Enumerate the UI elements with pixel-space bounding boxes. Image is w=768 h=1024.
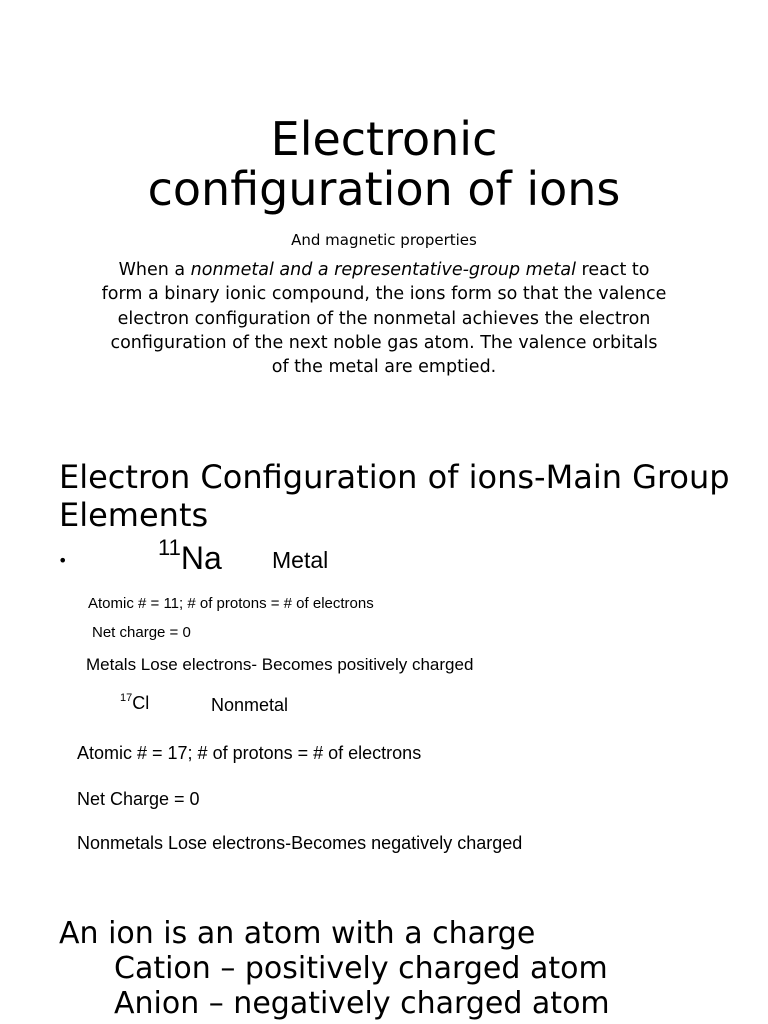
sodium-element-symbol: Na — [180, 540, 222, 576]
chlorine-mass-number: 17 — [120, 692, 133, 704]
sodium-kind: Metal — [272, 547, 329, 573]
chlorine-kind: Nonmetal — [211, 695, 289, 715]
sodium-note: Metals Lose electrons- Becomes positively charged — [86, 655, 474, 674]
section-heading: Electron Configuration of ions-Main Group Elements — [59, 458, 730, 534]
title-line-2: configuration of ions — [147, 162, 621, 216]
chlorine-atomic-info: Atomic # = 17; # of protons = # of electrons — [77, 743, 422, 763]
ion-definition-anion: Anion – negatively charged atom — [114, 986, 610, 1021]
intro-text-2: react to form a binary ionic compound, the ions form so that the valence electron configuration of the nonmetal achieves the electron configuration of the next noble gas atom. The valence orbitals of the metal are emptied. — [101, 260, 667, 378]
page-title — [0, 114, 768, 214]
sodium-mass-number: 11 — [158, 535, 181, 560]
ion-definition-cation: Cation – positively charged atom — [114, 951, 608, 986]
sodium-symbol — [158, 535, 222, 577]
intro-italic: nonmetal and a representative-group metal — [190, 260, 576, 280]
bullet-marker: • — [58, 551, 68, 570]
chlorine-symbol — [120, 693, 149, 714]
chlorine-note: Nonmetals Lose electrons-Becomes negatively charged — [77, 833, 523, 853]
title-line-1: Electronic — [270, 112, 498, 166]
ion-definition — [59, 916, 759, 1021]
sodium-atomic-info: Atomic # = 11; # of protons = # of electrons — [88, 595, 374, 612]
sodium-net-charge: Net charge = 0 — [92, 624, 191, 641]
intro-text-1: When a — [118, 260, 191, 280]
ion-definition-line-1: An ion is an atom with a charge — [59, 916, 536, 951]
chlorine-net-charge: Net Charge = 0 — [77, 789, 200, 809]
intro-paragraph — [100, 258, 668, 379]
chlorine-element-symbol: Cl — [132, 693, 150, 713]
subtitle: And magnetic properties — [291, 231, 477, 249]
